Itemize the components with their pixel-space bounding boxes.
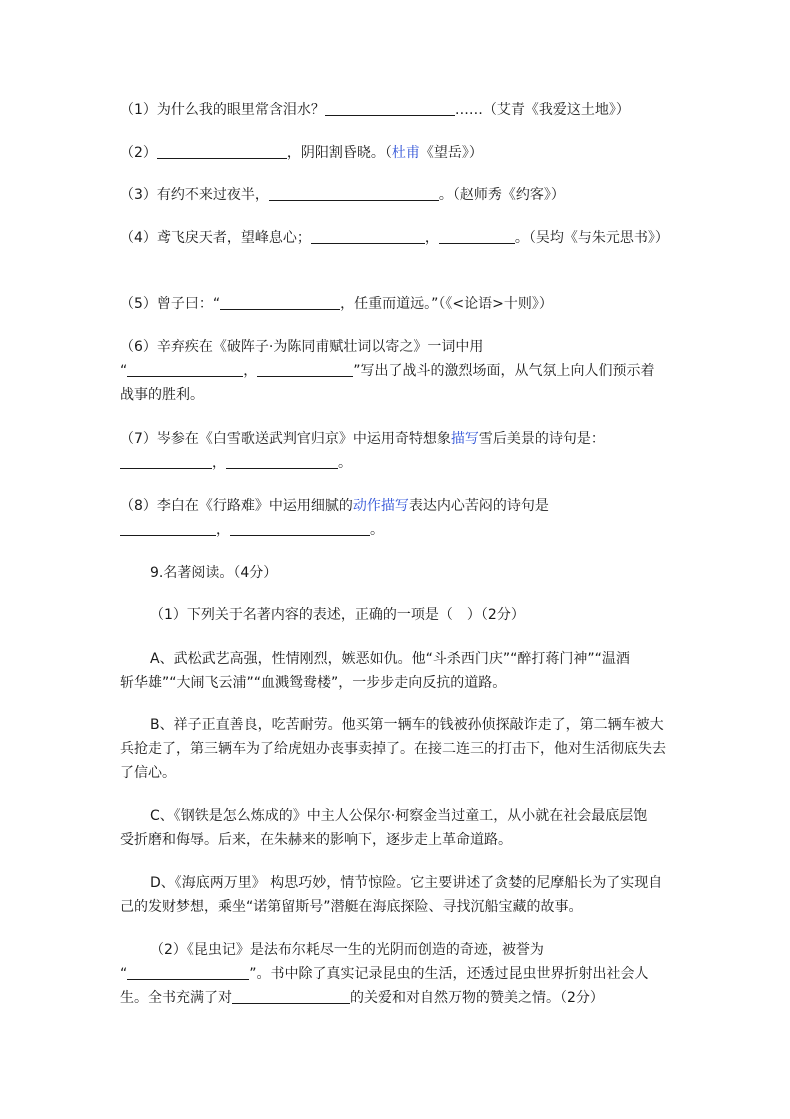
option-a-line-2: 斩华雄”“大闹飞云浦”“血溅鸳鸯楼”，一步步走向反抗的道路。 [120,675,507,691]
answer-blank[interactable] [120,454,212,469]
question-8-line-2: ， 。 [120,520,384,540]
question-2: （2） ，阴阳割昏晓。（杜甫《望岳》） [120,145,483,161]
question-7-line-2: ， 。 [120,453,352,473]
sub-question-2-line-1: （2）《昆虫记》是法布尔耗尽一生的光阴而创造的奇迹，被誉为 [150,942,544,958]
answer-blank[interactable] [226,454,338,469]
option-b-line-2: 兵抢走了，第三辆车为了给虎妞办丧事卖掉了。在接二连三的打击下，他对生活彻底失去 [120,741,666,757]
answer-blank[interactable] [325,101,455,116]
answer-blank[interactable] [257,362,353,377]
link-dufu[interactable]: 杜甫 [391,145,420,161]
section-title: 9.名著阅读。（4分） [150,565,278,581]
option-b-line-3: 了信心。 [120,765,176,781]
sub-question-2-line-2: “ ”。书中除了真实记录昆虫的生活，还透过昆虫世界折射出社会人 [120,966,649,982]
answer-blank[interactable] [311,229,425,244]
answer-blank[interactable] [232,989,350,1004]
option-c-line-2: 受折磨和侮辱。后来，在朱赫来的影响下，逐步走上革命道路。 [120,832,512,848]
option-d-line-1: D、《海底两万里》 构思巧妙，情节惊险。它主要讲述了贪婪的尼摩船长为了实现自 [150,875,663,891]
sub-question-1: （1）下列关于名著内容的表述，正确的一项是（ ）（2分） [150,607,525,623]
answer-blank[interactable] [127,362,243,377]
question-4: （4）鸢飞戾天者，望峰息心； ， 。（吴均《与朱元思书》） [120,230,669,246]
answer-blank[interactable] [230,521,370,536]
link-miaoxie[interactable]: 描写 [450,431,479,447]
question-5: （5）曾子曰：“ ，任重而道远。”（《<论语>十则》） [120,296,553,312]
option-d-line-2: 己的发财梦想，乘坐“诺第留斯号”潜艇在海底探险、寻找沉船宝藏的故事。 [120,899,583,915]
option-a-line-1: A、武松武艺高强，性情刚烈，嫉恶如仇。他“斗杀西门庆”“醉打蒋门神”“温酒 [150,651,630,667]
sub-question-2-line-3: 生。全书充满了对 的关爱和对自然万物的赞美之情。（2分） [120,990,604,1006]
answer-blank[interactable] [157,144,287,159]
link-dongzuo-miaoxie[interactable]: 动作描写 [352,498,409,514]
option-c-line-1: C、《钢铁是怎么炼成的》中主人公保尔·柯察金当过童工，从小就在社会最底层饱 [150,808,648,824]
answer-blank[interactable] [127,965,249,980]
question-8-line-1: （8）李白在《行路难》中运用细腻的动作描写表达内心苦闷的诗句是 [120,498,549,514]
question-1: （1）为什么我的眼里常含泪水？ ……（艾青《我爱这土地》） [120,102,630,118]
answer-blank[interactable] [439,229,515,244]
answer-blank[interactable] [120,521,216,536]
question-3: （3）有约不来过夜半， 。（赵师秀《约客》） [120,187,565,203]
answer-blank[interactable] [220,295,340,310]
question-6-line-3: 战事的胜利。 [120,387,204,403]
question-6-line-1: （6）辛弃疾在《破阵子·为陈同甫赋壮词以寄之》一词中用 [120,339,484,355]
answer-blank[interactable] [269,186,439,201]
question-6-line-2: “ ， ”写出了战斗的激烈场面，从气氛上向人们预示着 [120,363,655,379]
question-7-line-1: （7）岑参在《白雪歌送武判官归京》中运用奇特想象描写雪后美景的诗句是： [120,431,605,447]
option-b-line-1: B、祥子正直善良，吃苦耐劳。他买第一辆车的钱被孙侦探敲诈走了，第二辆车被大 [150,717,664,733]
